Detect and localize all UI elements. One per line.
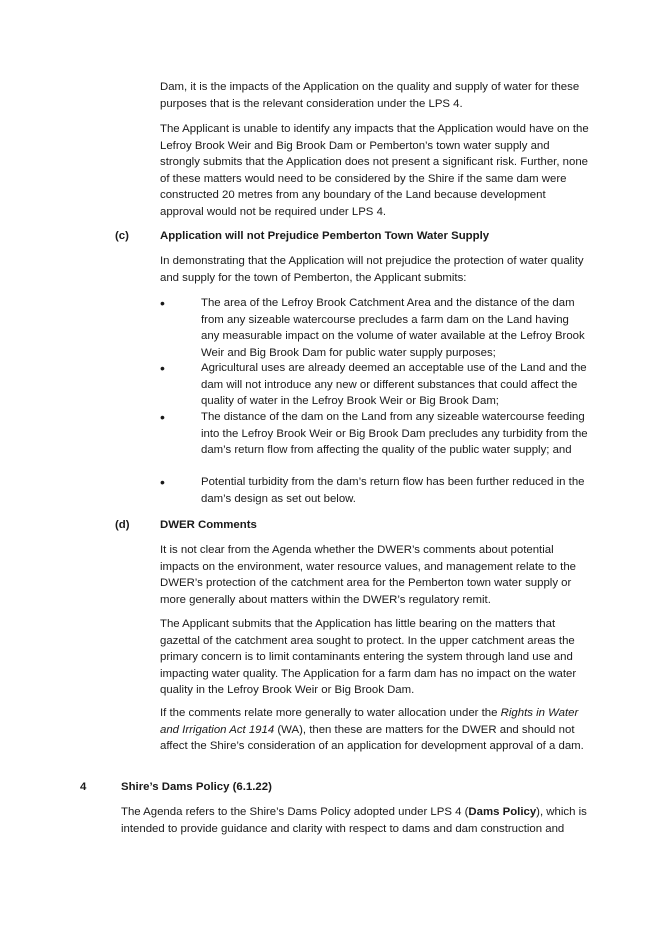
bullet-glyph: • <box>160 295 165 311</box>
intro-paragraph-1: Dam, it is the impacts of the Application on the quality and supply of water for these purposes that is the relevant consideration under the LPS 4. <box>160 81 580 110</box>
bullet-item-2: Agricultural uses are already deemed an acceptable use of the Land and the dam will not introduce any new or different substances that could affect the quality of water in the Lefroy Brook Weir or Big Brook Dam; <box>201 362 587 408</box>
section-d-label: (d) <box>115 519 130 531</box>
section-d-p3-text-end: (WA), then these are matters for the DWER and should not affect the Shire’s consideration of an application for development approval of a dam. <box>160 723 584 753</box>
section-c-label: (c) <box>115 230 129 242</box>
bullet-glyph: • <box>160 409 165 425</box>
section-d-paragraph-3 <box>160 705 590 755</box>
bullet-glyph: • <box>160 474 165 490</box>
section-4-heading: Shire’s Dams Policy (6.1.22) <box>121 781 272 793</box>
section-d-paragraph-2: The Applicant submits that the Application has little bearing on the matters that gazettal of the catchment area sought to protect. In the upper catchment areas the primary concern is to limit contaminants entering the system through land use and impacting water quality. The Application for a farm dam has no impact on the water quality in the Lefroy Brook Weir or Big Brook Dam. <box>160 618 577 697</box>
section-4-number: 4 <box>80 781 87 793</box>
section-4-paragraph <box>121 804 591 837</box>
section-c-intro: In demonstrating that the Application will not prejudice the protection of water quality and supply for the town of Pemberton, the Applicant submits: <box>160 255 584 284</box>
section-4-text: The Agenda refers to the Shire’s Dams Policy adopted under LPS 4 ( <box>121 806 469 818</box>
bullet-glyph: • <box>160 360 165 376</box>
section-c-heading: Application will not Prejudice Pemberton Town Water Supply <box>160 230 490 242</box>
act-title: Rights in Water and Irrigation Act 1914 <box>160 707 579 736</box>
bullet-item-4: Potential turbidity from the dam’s return flow has been further reduced in the dam’s design as set out below. <box>201 476 585 505</box>
section-4-text-end: ), which is intended to provide guidance and clarity with respect to dams and dam construction and <box>121 806 587 835</box>
intro-paragraph-2: The Applicant is unable to identify any impacts that the Application would have on the Lefroy Brook Weir and Big Brook Dam or Pemberton’s town water supply and strongly submits that the Application does not present a significant risk. Further, none of these matters would need to be considered by the Shire if the same dam were constructed 20 metres from any boundary of the Land because development approval would not be required under LPS 4. <box>160 123 589 218</box>
section-d-heading: DWER Comments <box>160 519 257 531</box>
bullet-item-3: The distance of the dam on the Land from any sizeable watercourse feeding into the Lefroy Brook Weir or Big Brook Dam precludes any turbidity from the dam’s return flow from affecting the quality of the public water supply; and <box>201 411 588 457</box>
defined-term: Dams Policy <box>468 806 537 818</box>
section-d-paragraph-1: It is not clear from the Agenda whether the DWER’s comments about potential impacts on the environment, water resource values, and management relate to the DWER’s protection of the catchment area for the Pemberton town water supply or more generally about matters within the DWER’s regulatory remit. <box>160 544 576 606</box>
bullet-item-1: The area of the Lefroy Brook Catchment Area and the distance of the dam from any sizeable watercourse precludes a farm dam on the Land having any measurable impact on the volume of water available at the Lefroy Brook Weir and Big Brook Dam for public water supply purposes; <box>201 297 585 359</box>
section-d-p3-text: If the comments relate more generally to water allocation under the <box>160 707 501 719</box>
